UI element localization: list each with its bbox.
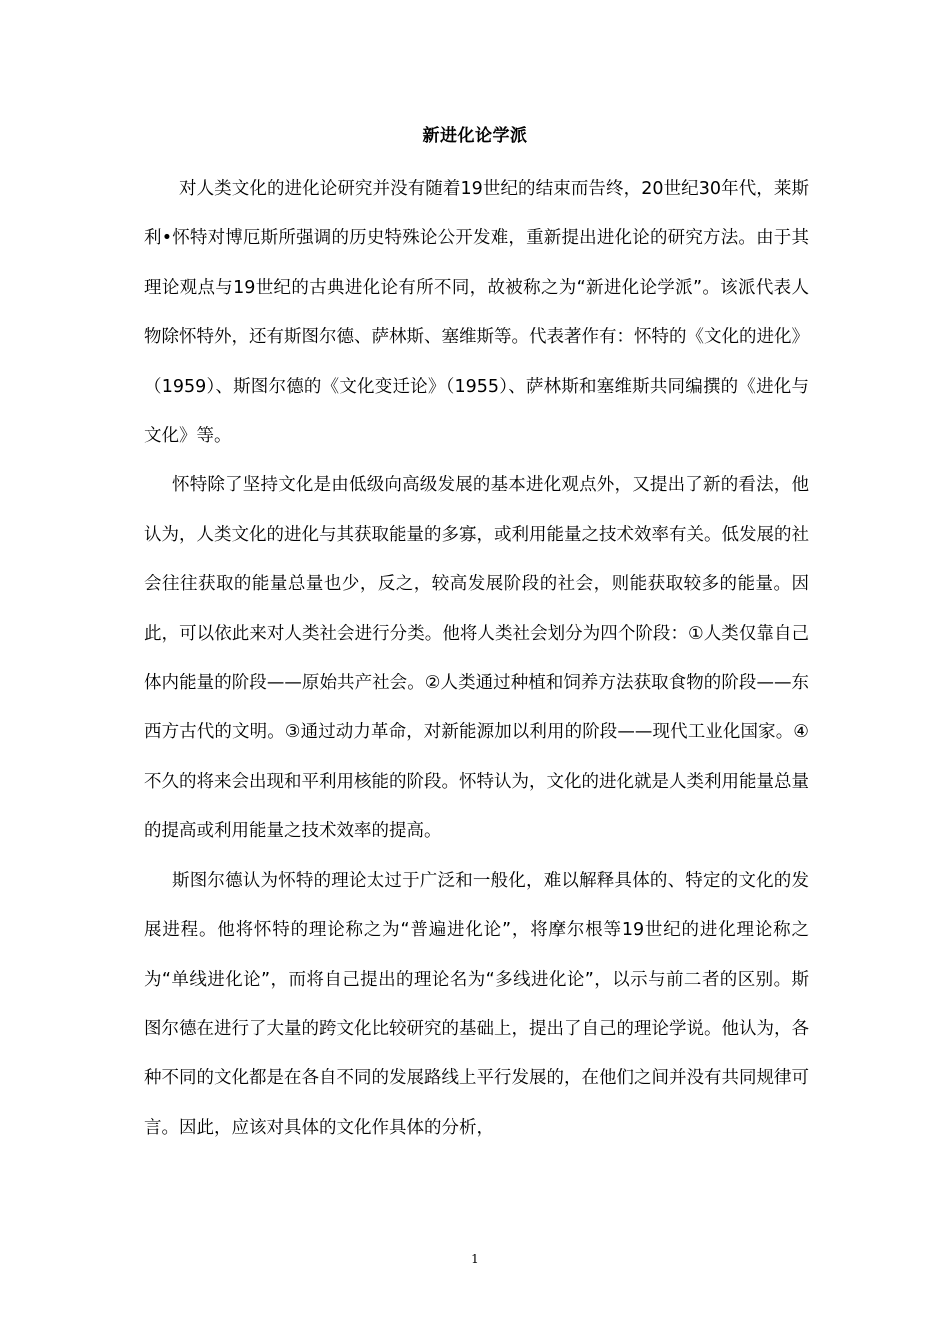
document-title: 新进化论学派 (422, 126, 528, 146)
page-number: 1 (471, 1252, 479, 1266)
paragraph-neo-evolutionism-intro: 对人类文化的进化论研究并没有随着19世纪的结束而告终，20世纪30年代，莱斯利•怀特对博厄斯所强调的历史特殊论公开发难，重新提出进化论的研究方法。由于其理论观点与19世纪的古典进化论有所不同，故被称之为“新进化论学派”。该派代表人物除怀特外，还有斯图尔德、萨林斯、塞维斯等。代表著作有：怀特的《文化的进化》（1959）、斯图尔德的《文化变迁论》（1955）、萨林斯和塞维斯共同编撰的《进化与文化》等。 (144, 179, 809, 447)
document-body (144, 165, 809, 1153)
paragraph-steward-multilinear: 斯图尔德认为怀特的理论太过于广泛和一般化，难以解释具体的、特定的文化的发展进程。他将怀特的理论称之为“普遍进化论”，将摩尔根等19世纪的进化理论称之为“单线进化论”，而将自己提出的理论名为“多线进化论”，以示与前二者的区别。斯图尔德在进行了大量的跨文化比较研究的基础上，提出了自己的理论学说。他认为，各种不同的文化都是在各自不同的发展路线上平行发展的，在他们之间并没有共同规律可言。因此，应该对具体的文化作具体的分析， (144, 870, 809, 1138)
paragraph-white-energy-theory: 怀特除了坚持文化是由低级向高级发展的基本进化观点外，又提出了新的看法，他认为，人类文化的进化与其获取能量的多寡，或利用能量之技术效率有关。低发展的社会往往获取的能量总量也少，反之，较高发展阶段的社会，则能获取较多的能量。因此，可以依此来对人类社会进行分类。他将人类社会划分为四个阶段：①人类仅靠自己体内能量的阶段——原始共产社会。②人类通过种植和饲养方法获取食物的阶段——东西方古代的文明。③通过动力革命，对新能源加以利用的阶段——现代工业化国家。④不久的将来会出现和平利用核能的阶段。怀特认为，文化的进化就是人类利用能量总量的提高或利用能量之技术效率的提高。 (144, 475, 809, 842)
